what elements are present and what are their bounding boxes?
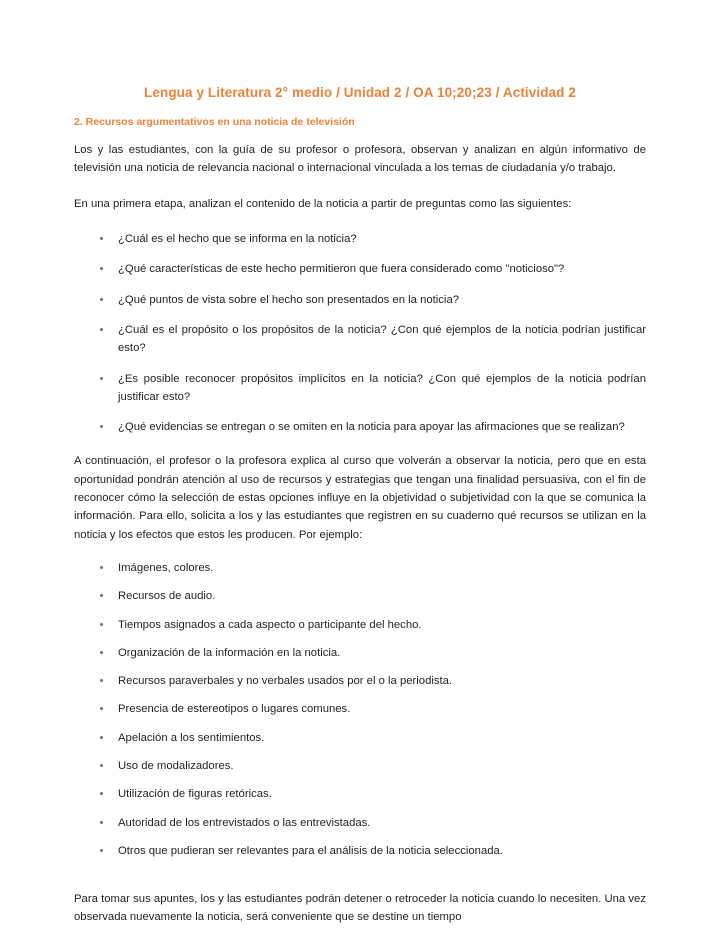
paragraph-intro: Los y las estudiantes, con la guía de su profesor o profesora, observan y analizan en algún informativo de televisión una noticia de relevancia nacional o internacional vinculada a los temas de ciudadanía y/o trabajo. [74,144,646,175]
list-item: Tiempos asignados a cada aspecto o participante del hecho. [74,616,646,634]
list-item: Imágenes, colores. [74,559,646,577]
list-item: Uso de modalizadores. [74,757,646,775]
list-item: Organización de la información en la noticia. [74,644,646,662]
list-item: ¿Qué características de este hecho permitieron que fuera considerado como "noticioso"? [74,260,646,278]
paragraph-closing-clipped [74,890,646,932]
list-item: Recursos de audio. [74,587,646,605]
list-item: Recursos paraverbales y no verbales usados por el o la periodista. [74,672,646,690]
list-item: ¿Cuál es el hecho que se informa en la noticia? [74,230,646,248]
list-item: Utilización de figuras retóricas. [74,785,646,803]
list-item: ¿Es posible reconocer propósitos implícitos en la noticia? ¿Con qué ejemplos de la noticia podrían justificar esto? [74,370,646,407]
section-subtitle: 2. Recursos argumentativos en una noticia de televisión [74,115,355,128]
list-item: Apelación a los sentimientos. [74,729,646,747]
paragraph-second-stage: A continuación, el profesor o la profesora explica al curso que volverán a observar la noticia, pero que en esta oportunidad pondrán atención al uso de recursos y estrategias que tengan una finalidad persuasiva, con el fin de reconocer cómo la selección de estas opciones influye en la objetividad o subjetividad con la que se comunica la información. Para ello, solicita a los y las estudiantes que registren en su cuaderno qué recursos se utilizan en la noticia y los efectos que estos les producen. Por ejemplo: [74,455,646,541]
page-title: Lengua y Literatura 2° medio / Unidad 2 / OA 10;20;23 / Actividad 2 [144,85,576,100]
question-list [74,230,646,436]
resource-list [74,559,646,860]
list-item: Presencia de estereotipos o lugares comunes. [74,700,646,718]
paragraph-first-stage: En una primera etapa, analizan el contenido de la noticia a partir de preguntas como las siguientes: [74,197,572,210]
list-item: ¿Cuál es el propósito o los propósitos de la noticia? ¿Con qué ejemplos de la noticia podrían justificar esto? [74,321,646,358]
list-item: ¿Qué puntos de vista sobre el hecho son presentados en la noticia? [74,291,646,309]
list-item: ¿Qué evidencias se entregan o se omiten en la noticia para apoyar las afirmaciones que se realizan? [74,418,646,436]
list-item: Autoridad de los entrevistados o las entrevistadas. [74,814,646,832]
paragraph-closing: Para tomar sus apuntes, los y las estudiantes podrán detener o retroceder la noticia cuando lo necesiten. Una vez observada nuevamente la noticia, será conveniente que se destine un tiempo [74,893,646,924]
list-item: Otros que pudieran ser relevantes para el análisis de la noticia seleccionada. [74,842,646,860]
